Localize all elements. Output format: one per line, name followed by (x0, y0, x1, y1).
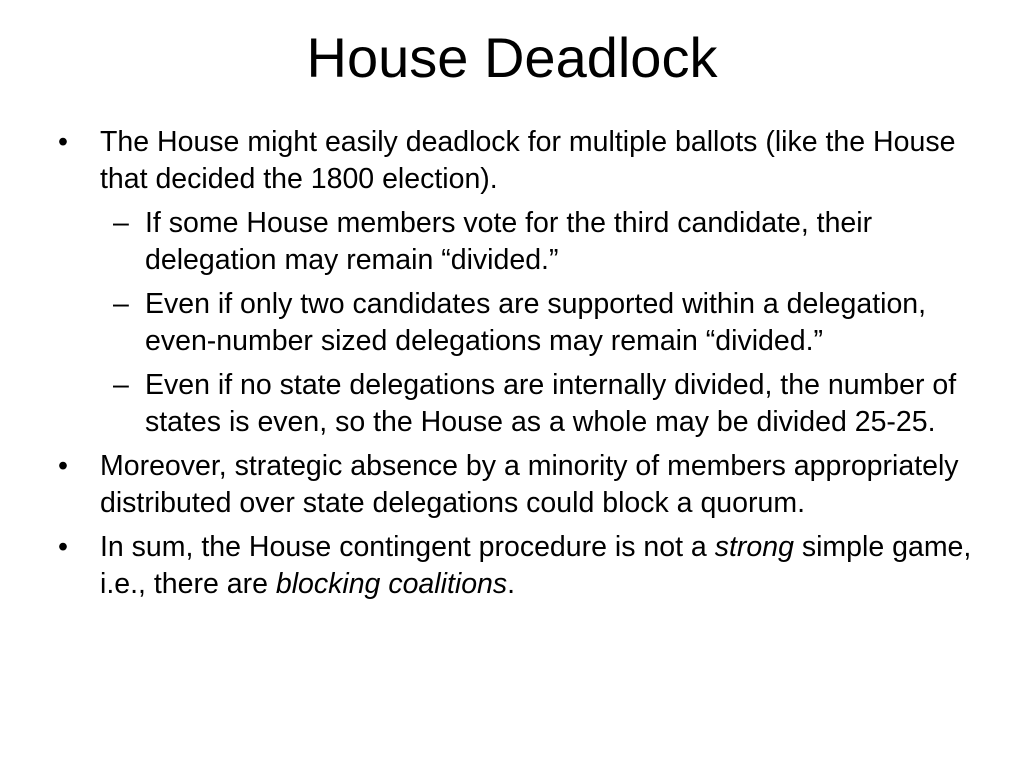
bullet-item (56, 529, 986, 603)
sub-bullet-item (56, 367, 986, 441)
bullet-text: The House might easily deadlock for multiple ballots (like the House that decided the 1800 election). (100, 126, 956, 195)
dash-marker: – (113, 288, 129, 320)
bullet-text-part: In sum, the House contingent procedure is not a (100, 531, 715, 563)
bullet-item (56, 448, 986, 522)
bullet-marker: • (58, 126, 68, 158)
slide-title: House Deadlock (306, 26, 718, 89)
bullet-list (56, 124, 986, 610)
emphasis-text: strong (714, 531, 794, 563)
bullet-text-part: simple game, i.e., there are (100, 531, 972, 600)
sub-bullet-item (56, 205, 986, 279)
bullet-marker: • (58, 531, 68, 563)
dash-marker: – (113, 207, 129, 239)
sub-bullet-text: Even if only two candidates are supported within a delegation, even-number sized delegations may remain “divided.” (145, 288, 927, 357)
bullet-item (56, 124, 986, 198)
dash-marker: – (113, 369, 129, 401)
bullet-text: Moreover, strategic absence by a minority of members appropriately distributed over state delegations could block a quorum. (100, 450, 959, 519)
sub-bullet-text: If some House members vote for the third candidate, their delegation may remain “divided.” (145, 207, 873, 276)
emphasis-text: blocking coalitions (275, 568, 508, 600)
sub-bullet-text: Even if no state delegations are internally divided, the number of states is even, so the House as a whole may be divided 25-25. (145, 369, 957, 438)
sub-bullet-item (56, 286, 986, 360)
bullet-marker: • (58, 450, 68, 482)
bullet-text-part: . (507, 568, 516, 600)
